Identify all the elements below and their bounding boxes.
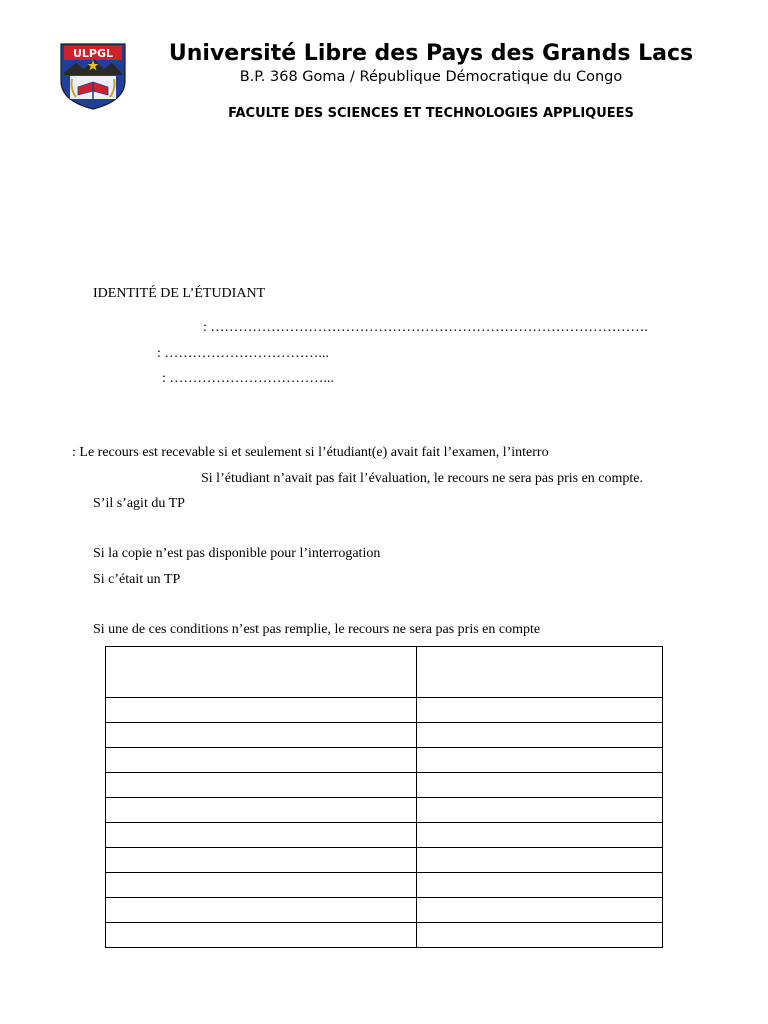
table-cell[interactable]: [106, 848, 417, 873]
identity-field-3[interactable]: : ……………………………...: [162, 371, 334, 386]
table-row: [106, 873, 663, 898]
condition-line-2: Si l’étudiant n’avait pas fait l’évaluation, le recours ne sera pas pris en compte.: [201, 471, 644, 486]
table-row: [106, 723, 663, 748]
table-row: [106, 773, 663, 798]
table-cell[interactable]: [106, 798, 417, 823]
identity-section-title: IDENTITÉ DE L’ÉTUDIANT: [93, 286, 266, 301]
condition-line-3: S’il s’agit du TP: [93, 496, 185, 511]
table-row: [106, 748, 663, 773]
table-cell[interactable]: [106, 873, 417, 898]
condition-line-6: Si une de ces conditions n’est pas remplie, le recours ne sera pas pris en compte: [93, 622, 541, 637]
table-cell[interactable]: [106, 698, 417, 723]
table-cell[interactable]: [417, 923, 663, 948]
faculty-name: FACULTE DES SCIENCES ET TECHNOLOGIES APPLIQUEES: [228, 106, 634, 121]
table-cell[interactable]: [417, 723, 663, 748]
appeal-table: [105, 646, 663, 948]
table-cell[interactable]: [106, 748, 417, 773]
svg-text:ULPGL: ULPGL: [72, 47, 114, 60]
table-cell[interactable]: [417, 823, 663, 848]
table-cell[interactable]: [417, 748, 663, 773]
table-header-row: [106, 647, 663, 698]
table-cell[interactable]: [417, 798, 663, 823]
table-cell[interactable]: [417, 873, 663, 898]
table-cell[interactable]: [417, 773, 663, 798]
table-cell[interactable]: [106, 647, 417, 698]
table-cell[interactable]: [417, 848, 663, 873]
table-row: [106, 798, 663, 823]
university-address: B.P. 368 Goma / République Démocratique du Congo: [239, 69, 623, 85]
university-name: Université Libre des Pays des Grands Lacs: [168, 41, 694, 66]
table-cell[interactable]: [417, 698, 663, 723]
identity-field-2[interactable]: : ……………………………...: [157, 346, 329, 361]
condition-line-4: Si la copie n’est pas disponible pour l’interrogation: [93, 546, 381, 561]
table-cell[interactable]: [106, 773, 417, 798]
table-cell[interactable]: [106, 823, 417, 848]
university-logo: [58, 41, 128, 111]
identity-field-1[interactable]: : ………………………………………………………………………………….: [203, 320, 648, 335]
table-cell[interactable]: [417, 647, 663, 698]
table-row: [106, 898, 663, 923]
table-row: [106, 923, 663, 948]
table-cell[interactable]: [106, 723, 417, 748]
condition-line-1: : Le recours est recevable si et seulement si l’étudiant(e) avait fait l’examen, l’interro: [72, 445, 549, 460]
table-cell[interactable]: [417, 898, 663, 923]
condition-line-5: Si c’était un TP: [93, 572, 181, 587]
table-cell[interactable]: [106, 898, 417, 923]
table-row: [106, 848, 663, 873]
table-row: [106, 698, 663, 723]
table-cell[interactable]: [106, 923, 417, 948]
table-row: [106, 823, 663, 848]
